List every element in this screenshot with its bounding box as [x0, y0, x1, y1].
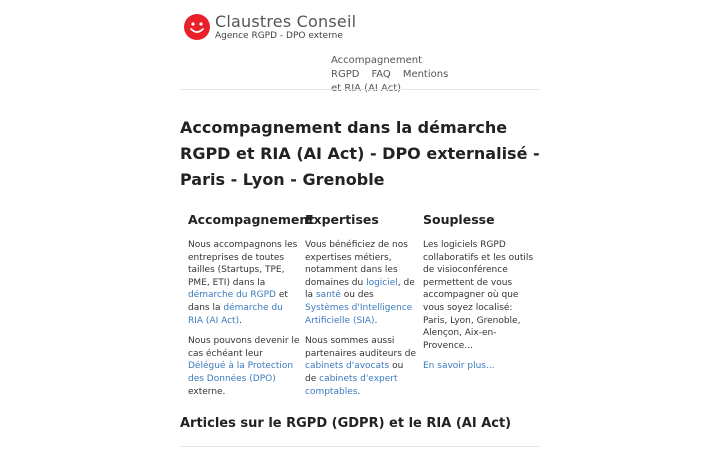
column-heading: Expertises [305, 212, 379, 227]
column-paragraph [305, 239, 417, 327]
column-paragraph [188, 239, 300, 327]
link-demarche-rgpd[interactable]: démarche du RGPD [188, 290, 276, 301]
text: ou des [340, 290, 374, 301]
articles-divider [180, 446, 540, 447]
column-paragraph [305, 335, 417, 398]
column-souplesse [423, 211, 535, 381]
nav-item-accompagnement[interactable]: Accompagnement RGPD [331, 55, 422, 80]
text: externe. [188, 386, 226, 397]
text: . [374, 315, 378, 326]
column-paragraph [188, 335, 300, 398]
nav-item-faq[interactable]: FAQ [371, 69, 391, 80]
text: . [357, 386, 361, 397]
column-accompagnement [188, 211, 315, 406]
text: Vous bénéficiez de nos expertises métiers, notamment dans les domaines du [305, 240, 408, 288]
link-en-savoir-plus[interactable]: En savoir plus... [423, 361, 495, 372]
text: et dans la [188, 290, 288, 313]
text: ou de [305, 361, 404, 384]
column-paragraph: Les logiciels RGPD collaboratifs et les outils de visioconférence permettent de vous accompagner où que vous soyez localisé: Paris, Lyon, Grenoble, Alençon, Aix-en-Provence... [423, 240, 534, 351]
link-logiciel[interactable]: logiciel [366, 277, 398, 288]
link-cabinets-avocats[interactable]: cabinets d'avocats [305, 361, 390, 372]
link-sia[interactable]: Systèmes d'Intelligence Artificielle (SIA) [305, 302, 413, 326]
column-expertises [305, 211, 417, 406]
site-title[interactable]: Claustres Conseil [215, 12, 357, 31]
text: Nous pouvons devenir le cas échéant leur [188, 336, 300, 359]
page-title: Accompagnement dans la démarche RGPD et RIA (AI Act) - DPO externalisé - Paris - Lyon - Grenoble [180, 118, 540, 189]
smiley-icon[interactable] [184, 14, 210, 40]
text: Nous sommes aussi partenaires auditeurs de [305, 336, 417, 359]
column-heading: Accompagnement [188, 212, 315, 227]
text: , de la [305, 277, 415, 301]
site-tagline: Agence RGPD - DPO externe [215, 31, 343, 41]
link-demarche-ria[interactable]: démarche du RIA (AI Act) [188, 302, 283, 326]
link-dpo[interactable]: Délégué à la Protection des Données (DPO) [188, 361, 294, 384]
text: . [239, 315, 242, 326]
column-heading: Souplesse [423, 212, 495, 227]
articles-heading: Articles sur le RGPD (GDPR) et le RIA (AI Act) [180, 416, 512, 431]
link-sante[interactable]: santé [315, 290, 341, 301]
link-cabinets-expert-comptables[interactable]: cabinets d'expert comptables [305, 373, 398, 397]
header-divider [180, 89, 540, 90]
text: Nous accompagnons les entreprises de toutes tailles (Startups, TPE, PME, ETI) dans la [188, 240, 298, 288]
column-paragraph [423, 360, 535, 373]
nav-item-mentions[interactable]: Mentions [402, 69, 449, 80]
